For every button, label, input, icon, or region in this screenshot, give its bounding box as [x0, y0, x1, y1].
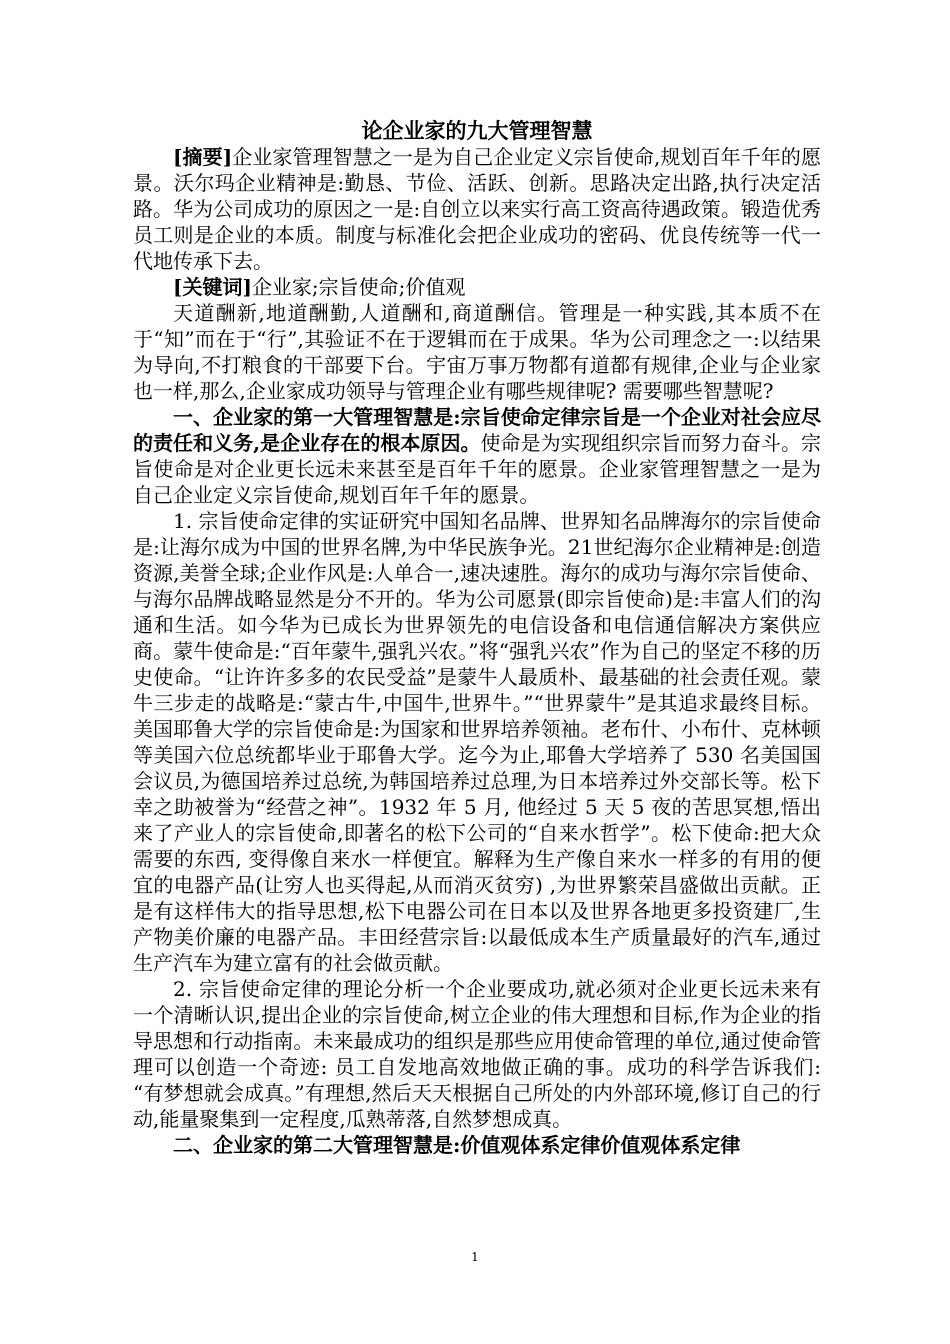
abstract-paragraph	[133, 144, 821, 274]
abstract-text: 企业家管理智慧之一是为自己企业定义宗旨使命,规划百年千年的愿景。沃尔玛企业精神是:勤恳、节俭、活跃、创新。思路决定出路,执行决定活路。华为公司成功的原因之一是:自创立以来实行高工资高待遇政策。锻造优秀员工则是企业的本质。制度与标准化会把企业成功的密码、优良传统等一代一代地传承下去。	[133, 145, 821, 273]
keywords-paragraph	[133, 274, 821, 300]
document-title: 论企业家的九大管理智慧	[361, 118, 593, 143]
section1-text: 使命是为实现组织宗旨而努力奋斗。宗旨使命是对企业更长远未来甚至是百年千年的愿景。企业家管理智慧之一是为自己企业定义宗旨使命,规划百年千年的愿景。	[133, 431, 822, 507]
keywords-label: [关键词]	[173, 275, 252, 299]
keywords-text: 企业家;宗旨使命;价值观	[251, 275, 466, 299]
empirical-paragraph: 1. 宗旨使命定律的实证研究中国知名品牌、世界知名品牌海尔的宗旨使命是:让海尔成为中国的世界名牌,为中华民族争光。21世纪海尔企业精神是:创造资源,美誉全球;企业作风是:人单合一,速决速胜。海尔的成功与海尔宗旨使命、与海尔品牌战略显然是分不开的。华为公司愿景(即宗旨使命)是:丰富人们的沟通和生活。如今华为已成长为世界领先的电信设备和电信通信解决方案供应商。蒙牛使命是:“百年蒙牛,强乳兴农。”将“强乳兴农”作为自己的坚定不移的历史使命。“让许许多多的农民受益”是蒙牛人最质朴、最基础的社会责任观。蒙牛三步走的战略是:“蒙古牛,中国牛,世界牛。”“世界蒙牛”是其追求最终目标。美国耶鲁大学的宗旨使命是:为国家和世界培养领袖。老布什、小布什、克林顿等美国六位总统都毕业于耶鲁大学。迄今为止,耶鲁大学培养了 530 名美国国会议员,为德国培养过总统,为韩国培养过总理,为日本培养过外交部长等。松下幸之助被誉为“经营之神”。1932 年 5 月, 他经过 5 天 5 夜的苦思冥想,悟出来了产业人的宗旨使命,即著名的松下公司的“自来水哲学”。松下使命:把大众需要的东西, 变得像自来水一样便宜。解释为生产像自来水一样多的有用的便宜的电器产品(让穷人也买得起,从而消灭贫穷) ,为世界繁荣昌盛做出贡献。正是有这样伟大的指导思想,松下电器公司在日本以及世界各地更多投资建厂,生产物美价廉的电器产品。丰田经营宗旨:以最低成本生产质量最好的汽车,通过生产汽车为建立富有的社会做贡献。	[133, 509, 821, 975]
section2-heading: 二、企业家的第二大管理智慧是:价值观体系定律价值观体系定律	[173, 1133, 741, 1157]
intro-paragraph: 天道酬新,地道酬勤,人道酬和,商道酬信。管理是一种实践,其本质不在于“知”而在于“行”,其验证不在于逻辑而在于成果。华为公司理念之一:以结果为导向,不打粮食的干部要下台。宇宙万事万物都有道都有规律,企业与企业家也一样,那么,企业家成功领导与管理企业有哪些规律呢? 需要哪些智慧呢?	[133, 301, 821, 403]
abstract-label: [摘要]	[173, 145, 233, 169]
page-number: 1	[471, 1250, 479, 1264]
document-page	[133, 118, 821, 1158]
theory-paragraph: 2. 宗旨使命定律的理论分析一个企业要成功,就必须对企业更长远未来有一个清晰认识,提出企业的宗旨使命,树立企业的伟大理想和目标,作为企业的指导思想和行动指南。未来最成功的组织是那些应用使命管理的单位,通过使命管理可以创造一个奇迹: 员工自发地高效地做正确的事。成功的科学告诉我们: “有梦想就会成真。”有理想,然后天天根据自己所处的内外部环境,修订自己的行动,能量聚集到一定程度,瓜熟蒂落,自然梦想成真。	[133, 977, 821, 1131]
section1-paragraph	[133, 404, 821, 508]
section1-heading: 一、企业家的第一大管理智慧是:宗旨使命定律宗旨是一个企业对社会应尽的责任和义务,是企业存在的根本原因。	[133, 405, 821, 455]
